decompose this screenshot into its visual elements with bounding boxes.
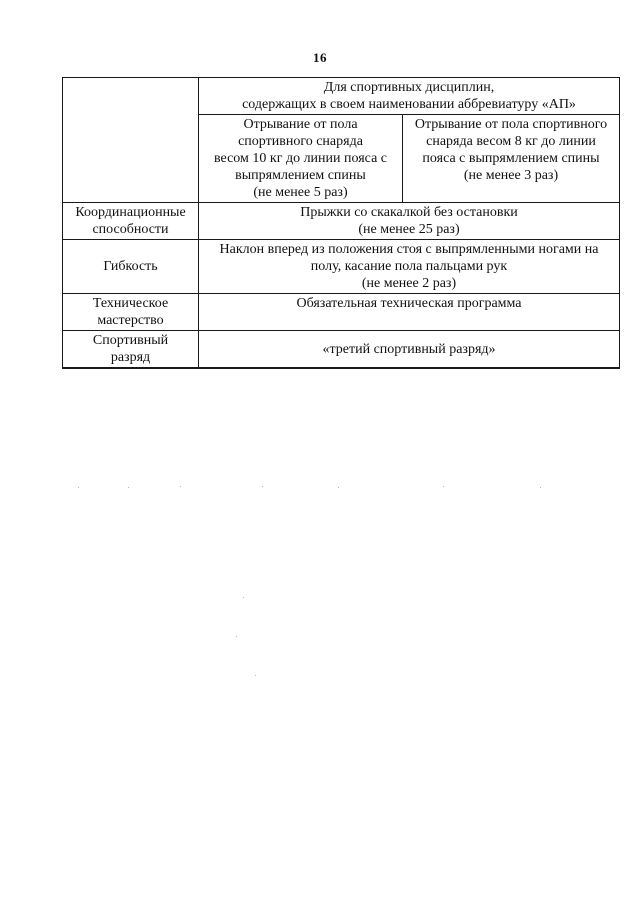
cell-line: спортивного снаряда bbox=[238, 134, 363, 149]
cell-line: Отрывание от пола bbox=[243, 117, 358, 132]
row-value-cell bbox=[199, 240, 620, 294]
cell-line: пояса с выпрямлением спины bbox=[422, 151, 600, 166]
table-row bbox=[63, 294, 620, 331]
cell-line: (не менее 5 раз) bbox=[253, 185, 348, 200]
row-value-line: полу, касание пола пальцами рук bbox=[310, 259, 508, 274]
row-label-line: Координационные bbox=[75, 205, 186, 220]
row-value-line: (не менее 2 раз) bbox=[361, 276, 457, 291]
table-header-row bbox=[63, 78, 620, 115]
table-row bbox=[63, 240, 620, 294]
row-value-line: Прыжки со скакалкой без остановки bbox=[300, 205, 518, 220]
row-label-line: разряд bbox=[110, 350, 151, 365]
row-label-cell bbox=[63, 294, 199, 331]
cell-line: выпрямлением спины bbox=[235, 168, 366, 183]
row-label-line: Спортивный bbox=[92, 333, 169, 348]
cell-line: (не менее 3 раз) bbox=[463, 168, 559, 183]
row-value-cell bbox=[199, 331, 620, 369]
cell-line: Отрывание от пола спортивного bbox=[414, 117, 608, 132]
cell-line: снаряда весом 8 кг до линии bbox=[426, 134, 596, 149]
row-label-line: мастерство bbox=[97, 313, 164, 328]
standards-table bbox=[62, 77, 620, 369]
row-value-line: Обязательная техническая программа bbox=[296, 296, 522, 311]
strength-test-left-cell bbox=[199, 115, 403, 203]
header-empty-cell bbox=[63, 78, 199, 203]
row-label-line: способности bbox=[92, 222, 169, 237]
row-value-cell bbox=[199, 203, 620, 240]
row-label-cell bbox=[63, 203, 199, 240]
row-value-cell bbox=[199, 294, 620, 331]
row-label-line: Гибкость bbox=[103, 259, 158, 274]
discipline-group-line: содержащих в своем наименовании аббревиатуру «АП» bbox=[242, 97, 576, 112]
table-row bbox=[63, 203, 620, 240]
row-value-line: «третий спортивный разряд» bbox=[322, 341, 496, 357]
discipline-group-line: Для спортивных дисциплин, bbox=[323, 80, 495, 95]
row-label-line: Техническое bbox=[92, 296, 169, 311]
row-value-line: Наклон вперед из положения стоя с выпрямленными ногами на bbox=[219, 242, 599, 257]
page-number: 16 bbox=[313, 50, 327, 65]
row-label-cell bbox=[63, 331, 199, 369]
row-label-cell bbox=[63, 240, 199, 294]
discipline-group-header bbox=[199, 78, 620, 115]
table-row bbox=[63, 331, 620, 369]
row-value-line: (не менее 25 раз) bbox=[358, 222, 460, 237]
strength-test-right-cell bbox=[403, 115, 620, 203]
cell-line: весом 10 кг до линии пояса с bbox=[214, 151, 387, 166]
